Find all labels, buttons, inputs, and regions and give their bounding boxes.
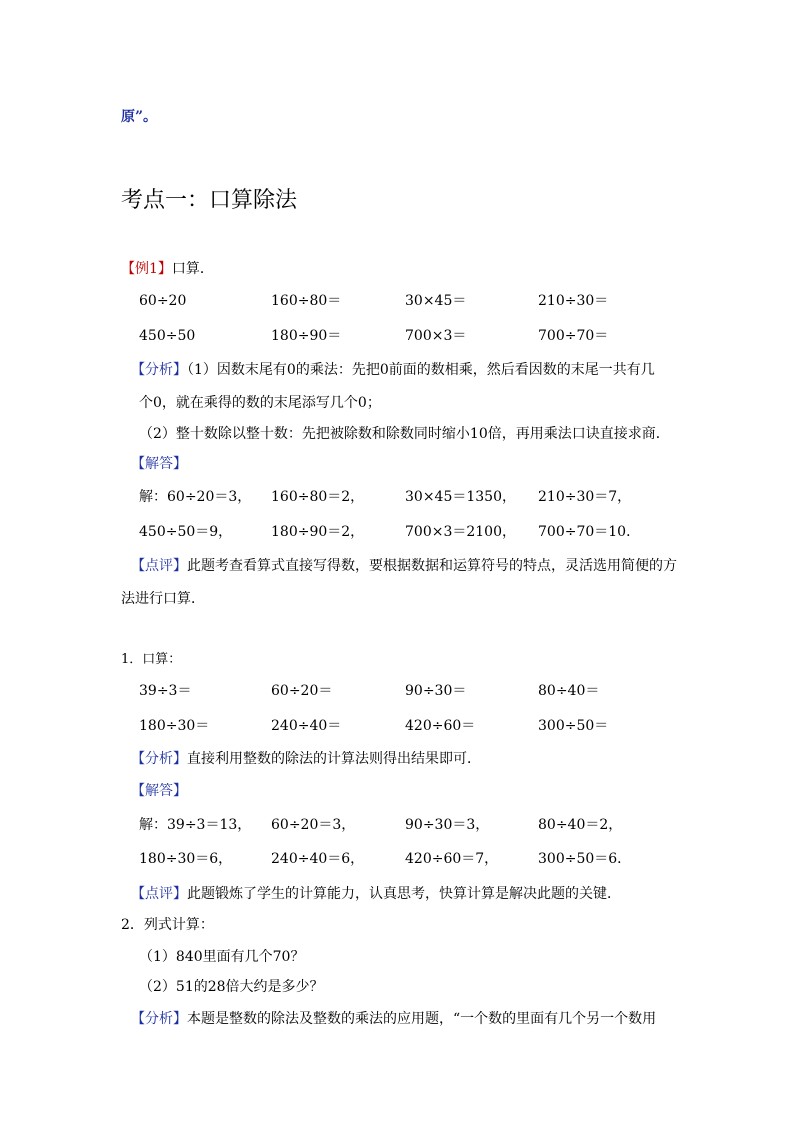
example-tag: 【例1】 (121, 261, 172, 277)
question-item: （1）840里面有几个70？ (139, 949, 305, 965)
analysis-line: 个0，就在乘得的数的末尾添写几个0； (139, 395, 381, 411)
comment-tag: 【点评】 (131, 558, 187, 574)
answer-cell: 解：60÷20＝3， (139, 489, 252, 505)
problem-cell: 700÷70＝ (538, 328, 609, 344)
answer-cell: 90÷30＝3， (405, 817, 490, 833)
problem-cell: 700×3＝ (405, 328, 467, 344)
answer-cell: 240÷40＝6， (271, 851, 365, 867)
answer-cell: 80÷40＝2， (538, 817, 623, 833)
problem-cell: 80÷40＝ (538, 683, 600, 699)
problem-cell: 60÷20 (139, 293, 187, 309)
problem-cell: 420÷60＝ (405, 718, 476, 734)
example-header (121, 260, 214, 278)
answer-cell: 30×45＝1350， (405, 489, 516, 505)
answer-tag: 【解答】 (131, 783, 187, 799)
answer-cell: 210÷30＝7， (538, 489, 632, 505)
question-title: 2．列式计算： (121, 917, 214, 933)
question-title: 1．口算： (121, 652, 182, 667)
comment-tag: 【点评】 (131, 886, 187, 902)
answer-cell: 60÷20＝3， (271, 817, 356, 833)
problem-cell: 30×45＝ (405, 293, 467, 309)
answer-cell: 700÷70＝10． (538, 524, 641, 540)
answer-cell: 700×3＝2100， (405, 524, 516, 540)
problem-cell: 160÷80＝ (271, 293, 342, 309)
problem-cell: 60÷20＝ (271, 683, 333, 699)
analysis-line: 【分析】（1）因数末尾有0的乘法：先把0前面的数相乘，然后看因数的末尾一共有几 (131, 362, 655, 378)
answer-cell: 450÷50＝9， (139, 524, 233, 540)
problem-cell: 450÷50 (139, 328, 196, 344)
answer-cell: 300÷50＝6． (538, 851, 632, 867)
top-fragment: 原”。 (121, 109, 158, 125)
answer-cell: 420÷60＝7， (405, 851, 499, 867)
comment-line: 法进行口算． (121, 591, 205, 607)
question-item: （2）51的28倍大约是多少？ (139, 979, 324, 995)
comment-line: 【点评】此题锻炼了学生的计算能力，认真思考，快算计算是解决此题的关键． (131, 886, 621, 902)
answer-cell: 180÷90＝2， (271, 524, 365, 540)
problem-cell: 90÷30＝ (405, 683, 467, 699)
problem-cell: 180÷90＝ (271, 328, 342, 344)
problem-cell: 240÷40＝ (271, 718, 342, 734)
problem-cell: 300÷50＝ (538, 718, 609, 734)
problem-cell: 180÷30＝ (139, 718, 210, 734)
example-text: 口算． (171, 261, 214, 277)
analysis-tag: 【分析】 (131, 1011, 187, 1027)
answer-tag: 【解答】 (131, 456, 187, 472)
analysis-tag: 【分析】 (131, 751, 187, 767)
analysis-line: 【分析】本题是整数的除法及整数的乘法的应用题，“一个数的里面有几个另一个数用 (131, 1011, 657, 1027)
answer-cell: 180÷30＝6， (139, 851, 233, 867)
comment-line: 【点评】此题考查看算式直接写得数，要根据数据和运算符号的特点，灵活选用简便的方 (131, 558, 677, 574)
analysis-line: （2）整十数除以整十数：先把被除数和除数同时缩小10倍，再用乘法口诀直接求商． (139, 426, 670, 442)
problem-cell: 39÷3＝ (139, 683, 192, 699)
analysis-tag: 【分析】 (131, 362, 187, 378)
problem-cell: 210÷30＝ (538, 293, 609, 309)
analysis-line: 【分析】直接利用整数的除法的计算法则得出结果即可． (131, 751, 481, 767)
section-title: 考点一：口算除法 (121, 188, 298, 213)
answer-cell: 160÷80＝2， (271, 489, 365, 505)
answer-cell: 解：39÷3＝13， (139, 817, 252, 833)
